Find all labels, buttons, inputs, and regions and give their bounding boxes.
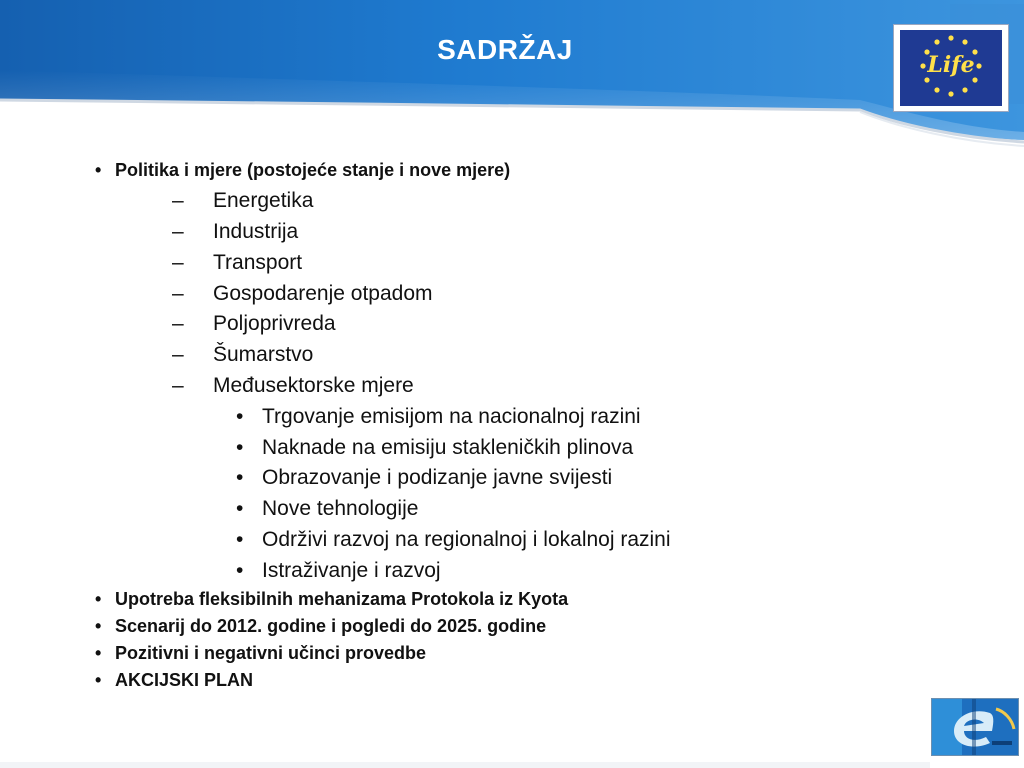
list-item: • Trgovanje emisijom na nacionalnoj razini [236, 405, 641, 428]
list-item: • Obrazovanje i podizanje javne svijesti [236, 466, 613, 489]
header-wave-background [0, 0, 1024, 150]
corner-e-graphic [932, 699, 1019, 756]
list-item: – Industrija [172, 220, 299, 243]
list-item: • Pozitivni i negativni učinci provedbe [95, 643, 427, 663]
list-item: • Upotreba fleksibilnih mehanizama Protokola iz Kyota [95, 589, 569, 609]
list-item: – Gospodarenje otpadom [172, 282, 433, 305]
list-item: • AKCIJSKI PLAN [95, 670, 254, 690]
list-item: • Politika i mjere (postojeće stanje i nove mjere) [95, 160, 511, 180]
list-item: – Međusektorske mjere [172, 374, 414, 397]
eu-life-logo [893, 24, 1009, 112]
footer-divider [0, 762, 930, 768]
list-item: • Održivi razvoj na regionalnoj i lokalnoj razini [236, 528, 671, 551]
corner-e-logo [931, 698, 1019, 756]
list-item: • Naknade na emisiju stakleničkih plinova [236, 436, 634, 459]
logo-field [900, 30, 1002, 106]
list-item: – Šumarstvo [172, 343, 314, 366]
slide-header [0, 0, 1024, 150]
list-item: – Transport [172, 251, 303, 274]
slide-title: SADRŽAJ [437, 34, 573, 65]
list-item: – Energetika [172, 189, 314, 212]
list-item: – Poljoprivreda [172, 312, 336, 335]
list-item: • Istraživanje i razvoj [236, 559, 441, 582]
list-item: • Scenarij do 2012. godine i pogledi do 2025. godine [95, 616, 547, 636]
logo-text: Life [927, 52, 975, 78]
list-item: • Nove tehnologije [236, 497, 419, 520]
